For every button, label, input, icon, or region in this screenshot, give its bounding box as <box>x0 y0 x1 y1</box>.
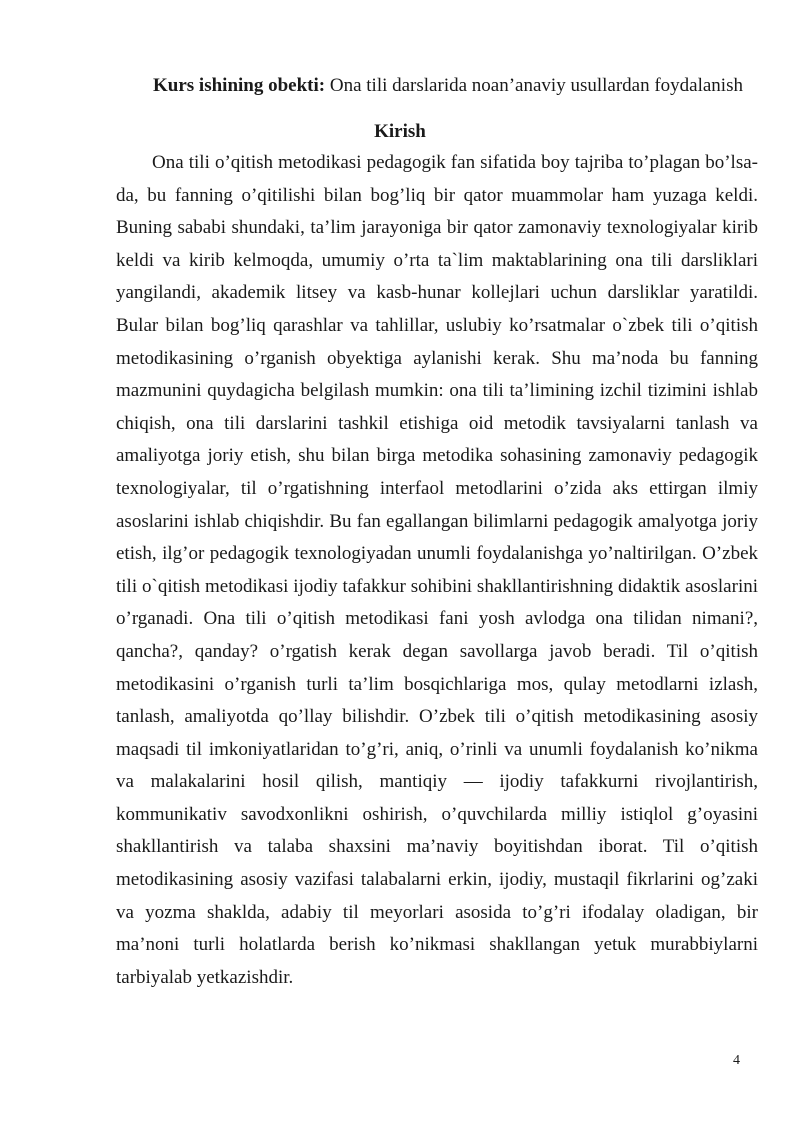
course-object-label: Kurs ishining obekti: <box>153 75 326 96</box>
course-object-line <box>153 73 753 99</box>
introduction-paragraph: Ona tili o’qitish metodikasi pedagogik fan sifatida boy tajriba to’plagan bo’lsa-da, bu fanning o’qitilishi bilan bog’liq bir qator muammolar ham yuzaga keldi. Buning sababi shundaki, ta’lim jarayoniga bir qator zamonaviy texnologiyalar kirib keldi va kirib kelmoqda, umumiy o’rta ta`lim maktablarining ona tili darsliklari yangilandi, akademik litsey va kasb-hunar kollejlari uchun darsliklar yaratildi. Bular bilan bog’liq qarashlar va tahlillar, uslubiy ko’rsatmalar o`zbek tili o’qitish metodikasining o’rganish obyektiga aylanishi kerak. Shu ma’noda bu fanning mazmunini quydagicha belgilash mumkin: ona tili ta’limining izchil tizimini ishlab chiqish, ona tili darslarini tashkil etishiga oid metodik tavsiyalarni tanlash va amaliyotga joriy etish, shu bilan birga metodika sohasining zamonaviy pedagogik texnologiyalar, til o’rgatishning interfaol metodlarini o’zida aks ettirgan ilmiy asoslarini ishlab chiqishdir. Bu fan egallangan bilimlarni pedagogik amalyotga joriy etish, ilg’or pedagogik texnologiyadan unumli foydalanishga yo’naltirilgan. O’zbek tili o`qitish metodikasi ijodiy tafakkur sohibini shakllantirishning didaktik asoslarini o’rganadi. Ona tili o’qitish metodikasi fani yosh avlodga ona tilidan nimani?, qancha?, qanday? o’rgatish kerak degan savollarga javob beradi. Til o’qitish metodikasini o’rganish turli ta’lim bosqichlariga mos, qulay metodlarni izlash, tanlash, amaliyotda qo’llay bilishdir. O’zbek tili o’qitish metodikasining asosiy maqsadi til imkoniyatlaridan to’g’ri, aniq, o’rinli va unumli foydalanish ko’nikma va malakalarini hosil qilish, mantiqiy — ijodiy tafakkurni rivojlantirish, kommunikativ savodxonlikni oshirish, o’quvchilarda milliy istiqlol g’oyasini shakllantirish va talaba shaxsini ma’naviy boyitishdan iborat. Til o’qitish metodikasining asosiy vazifasi talabalarni erkin, ijodiy, mustaqil fikrlarini og’zaki va yozma shaklda, adabiy til meyorlari asosida to’g’ri ifodalay oladigan, bir ma’noni turli holatlarda berish ko’nikmasi shakllangan yetuk murabbiylarni tarbiyalab yetkazishdir. <box>116 152 758 988</box>
section-heading: Kirish <box>374 121 426 142</box>
page-number: 4 <box>733 1053 740 1068</box>
course-object-text: Ona tili darslarida noan’anaviy usullardan foydalanish <box>325 75 743 96</box>
